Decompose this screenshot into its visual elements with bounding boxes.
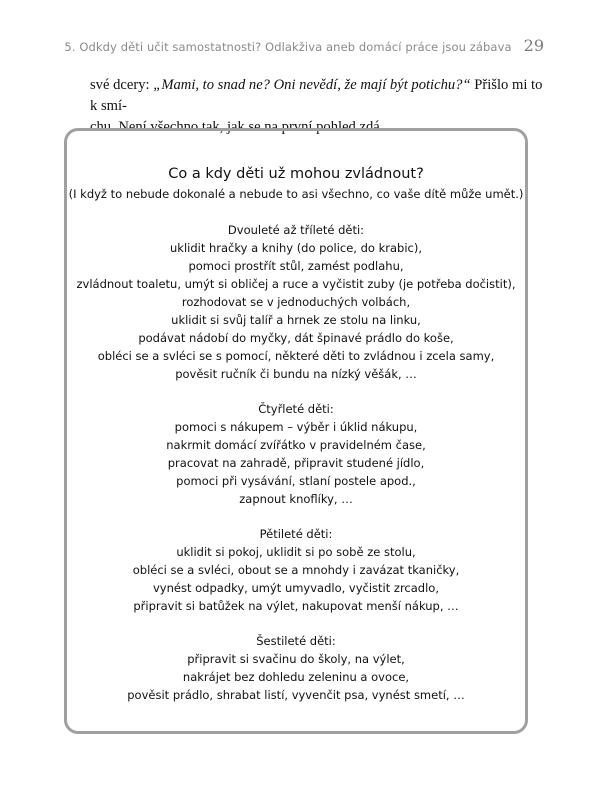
- section-five-years: [67, 525, 525, 615]
- list-item: obléci se a svléci, obout se a mnohdy i zavázat tkaničky,: [132, 563, 460, 577]
- box-subtitle: (I když to nebude dokonalé a nebude to asi všechno, co vaše dítě může umět.): [68, 187, 524, 201]
- list-item: podávat nádobí do myčky, dát špinavé prádlo do koše,: [138, 331, 454, 345]
- section-heading: Čtyřleté děti:: [258, 402, 334, 416]
- list-item: rozhodovat se v jednoduchých volbách,: [181, 295, 411, 309]
- body-quote: „Mami, to snad ne? Oni nevědí, že mají být potichu?“: [153, 77, 471, 93]
- list-item: pomoci s nákupem – výběr i úklid nákupu,: [174, 420, 418, 434]
- list-item: nakrájet bez dohledu zeleninu a ovoce,: [182, 670, 410, 684]
- section-heading: Dvouleté až tříleté děti:: [227, 223, 365, 237]
- info-box: [64, 128, 528, 734]
- list-item: připravit si batůžek na výlet, nakupovat menší nákup, …: [133, 599, 459, 613]
- body-line-1-suffix: Přišlo mi to k smí-: [90, 77, 543, 114]
- body-line-2: chu. Není všechno tak, jak se na první pohled zdá.: [90, 119, 384, 135]
- body-line-1: [90, 75, 550, 117]
- list-item: zvládnout toaletu, umýt si obličej a ruce a vyčistit zuby (je potřeba dočistit),: [76, 277, 516, 291]
- list-item: nakrmit domácí zvířátko v pravidelném čase,: [166, 438, 426, 452]
- list-item: pomoci při vysávání, stlaní postele apod.,: [176, 474, 416, 488]
- list-item: pověsit prádlo, shrabat listí, vyvenčit psa, vynést smetí, …: [127, 688, 465, 702]
- section-four-years: [67, 400, 525, 508]
- section-two-three-years: [67, 221, 525, 383]
- box-title: Co a kdy děti už mohou zvládnout?: [168, 166, 424, 182]
- page-number: 29: [523, 36, 544, 55]
- list-item: pomoci prostřít stůl, zamést podlahu,: [188, 259, 404, 273]
- running-header: [60, 36, 544, 55]
- list-item: uklidit si pokoj, uklidit si po sobě ze stolu,: [176, 545, 416, 559]
- section-heading: Pětileté děti:: [259, 527, 333, 541]
- section-six-years: [67, 632, 525, 704]
- list-item: vynést odpadky, umýt umyvadlo, vyčistit zrcadlo,: [153, 581, 439, 595]
- list-item: pověsit ručník či bundu na nízký věšák, …: [175, 367, 417, 381]
- list-item: obléci se a svléci se s pomocí, některé děti to zvládnou i zcela samy,: [97, 349, 495, 363]
- list-item: uklidit si svůj talíř a hrnek ze stolu na linku,: [171, 313, 421, 327]
- list-item: pracovat na zahradě, připravit studené jídlo,: [167, 456, 425, 470]
- list-item: uklidit hračky a knihy (do police, do krabic),: [170, 241, 422, 255]
- list-item: připravit si svačinu do školy, na výlet,: [187, 652, 405, 666]
- section-heading: Šestileté děti:: [256, 634, 336, 648]
- list-item: zapnout knoflíky, …: [239, 492, 353, 506]
- running-title: 5. Odkdy děti učit samostatnosti? Odlakživa aneb domácí práce jsou zábava: [64, 40, 512, 54]
- body-line-1-prefix: své dcery:: [90, 77, 154, 93]
